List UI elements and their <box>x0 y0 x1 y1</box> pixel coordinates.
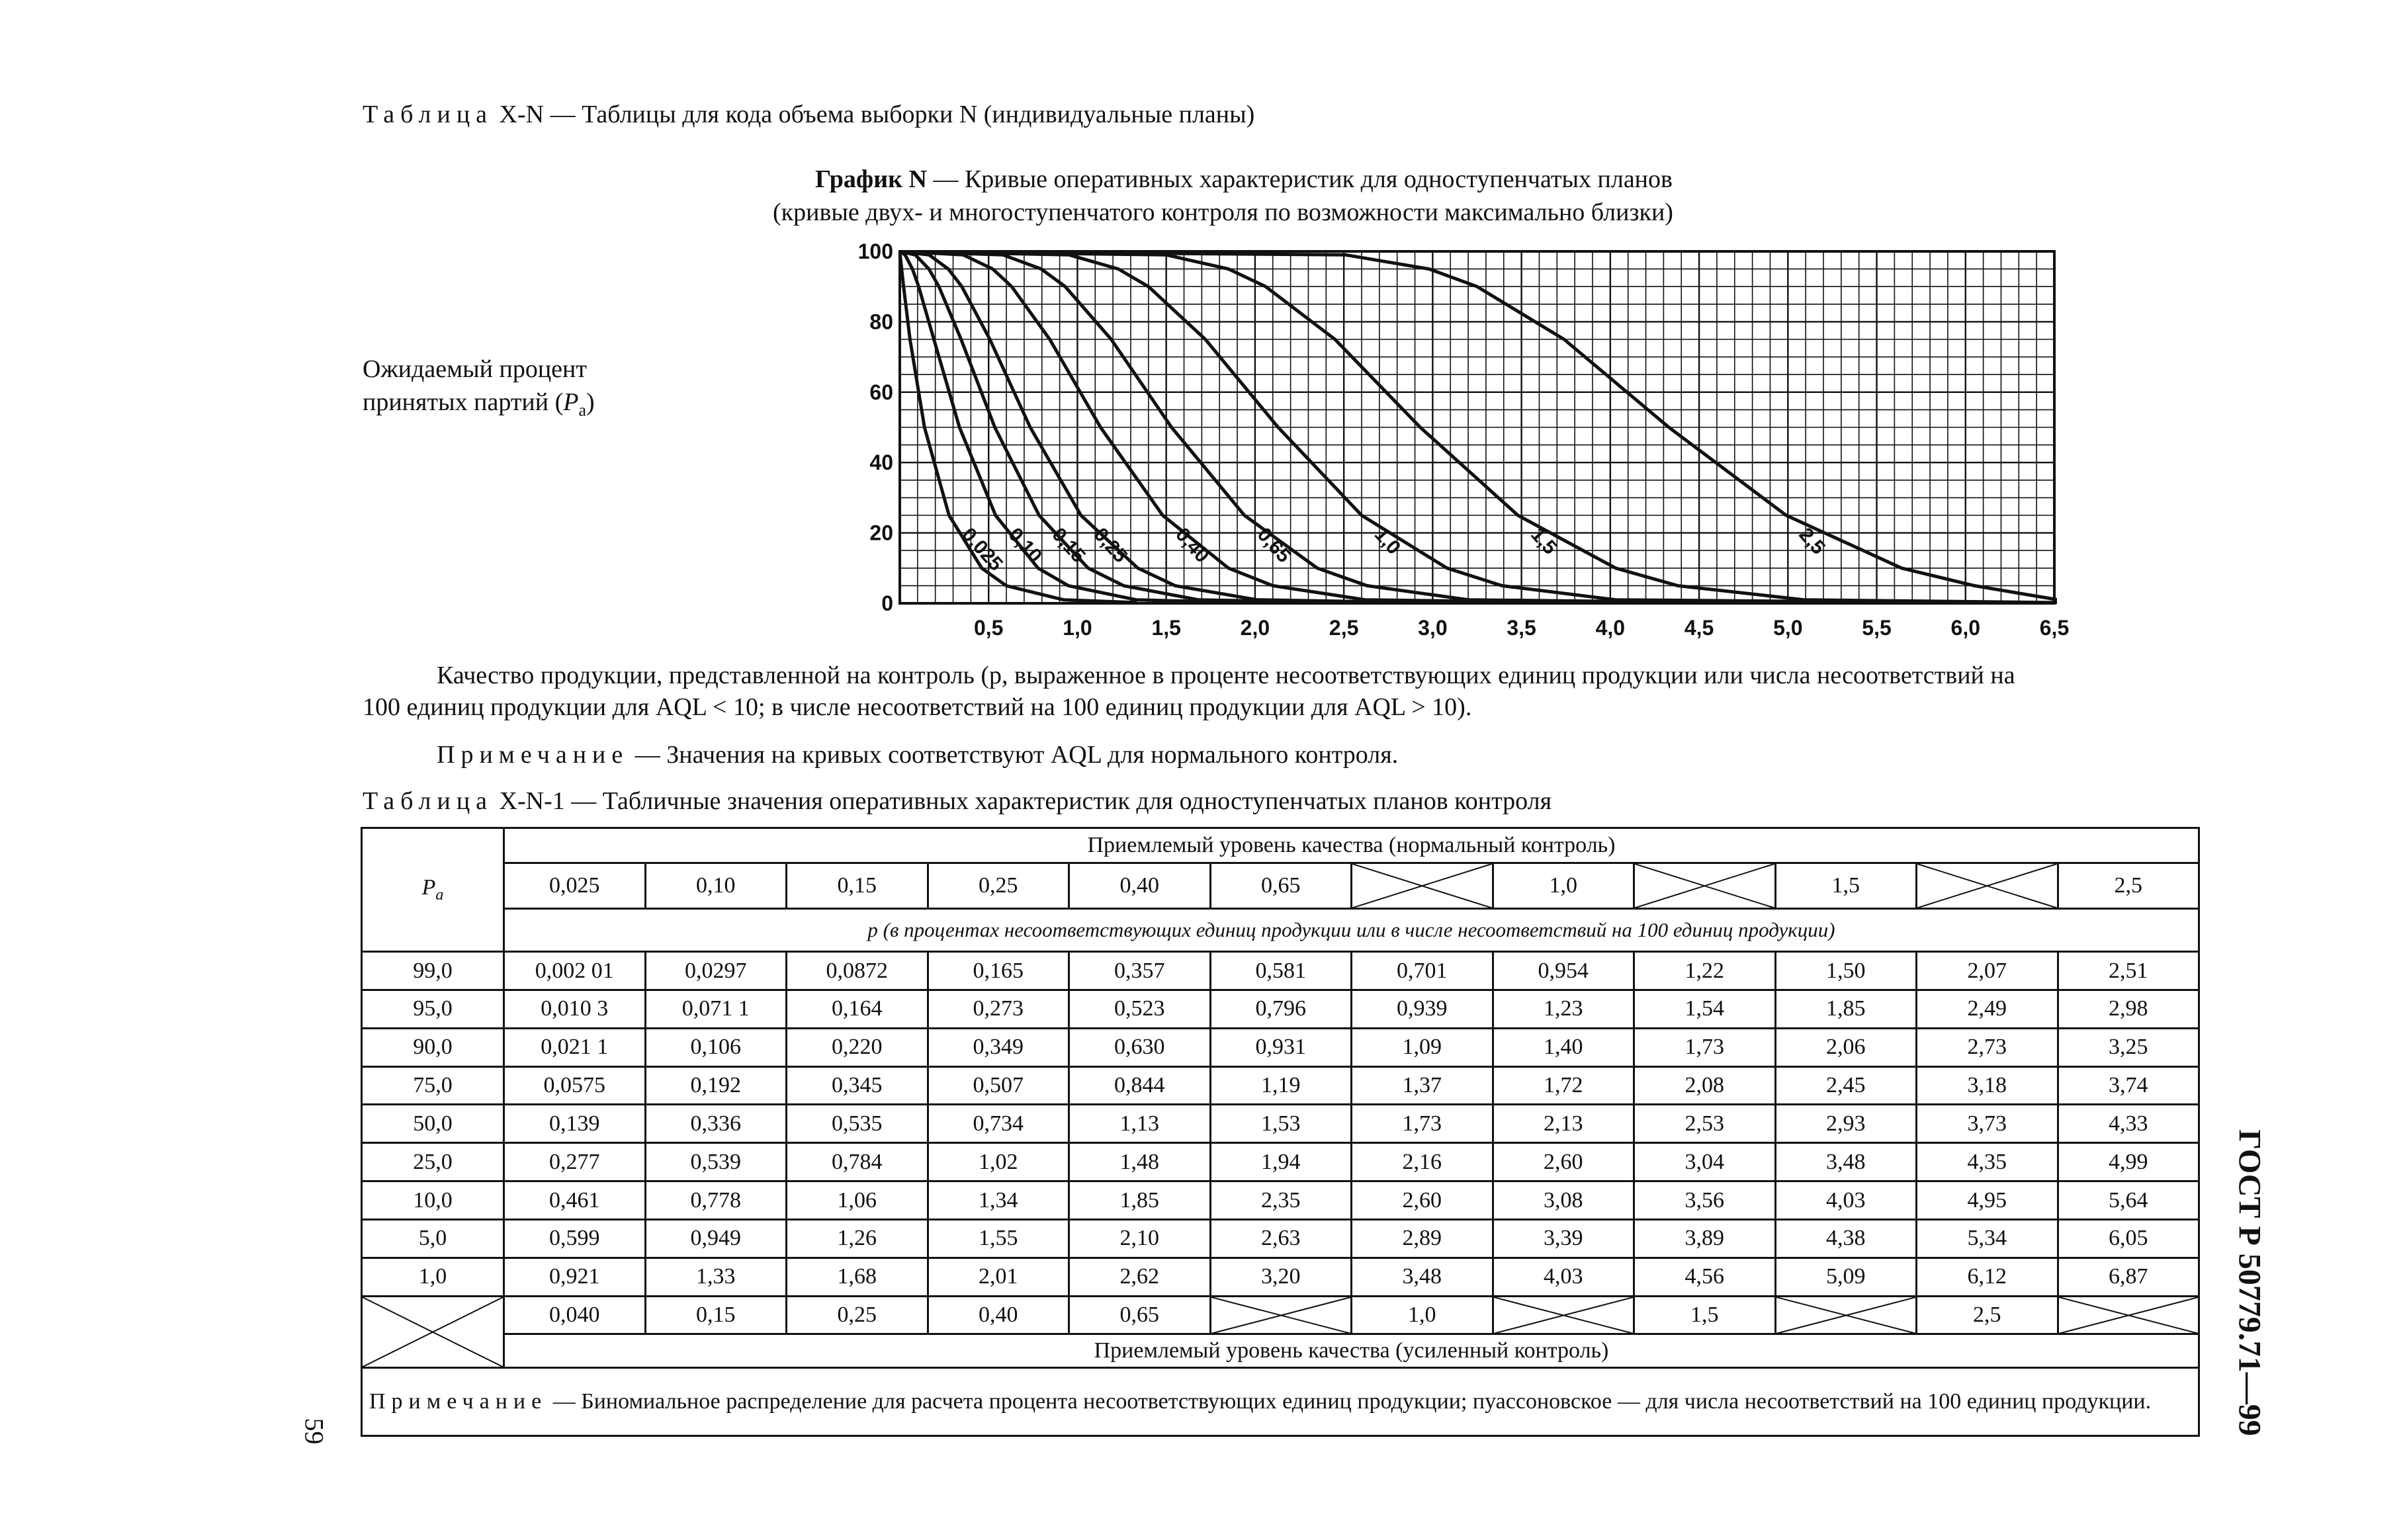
document-code: ГОСТ Р 50779.71—99 <box>2232 1129 2267 1436</box>
y-tick-label: 80 <box>869 310 893 334</box>
table-cell: 0,539 <box>645 1143 787 1181</box>
y-tick-label: 60 <box>869 380 893 404</box>
aql-normal-row <box>362 863 2199 908</box>
table-cell: 1,73 <box>1352 1105 1493 1143</box>
table-cell: 1,53 <box>1210 1105 1352 1143</box>
table-cell: 2,89 <box>1352 1219 1493 1258</box>
tightened-header-row <box>362 1334 2199 1367</box>
table-cell: 2,73 <box>1917 1028 2058 1066</box>
table-cell: 2,10 <box>1069 1219 1211 1258</box>
table-cell: 3,48 <box>1775 1143 1917 1181</box>
table-cell: 1,37 <box>1352 1066 1493 1105</box>
table-cell: 1,26 <box>787 1219 928 1258</box>
chart-note <box>437 740 1398 770</box>
table-cell: 3,04 <box>1634 1143 1776 1181</box>
table-cell: 0,949 <box>645 1219 787 1258</box>
table-cell: 1,85 <box>1775 990 1917 1028</box>
x-tick-label: 5,0 <box>1773 616 1803 640</box>
crossed-cell <box>1775 1296 1917 1334</box>
table-caption <box>363 786 1552 816</box>
table-cell: 0,507 <box>928 1066 1069 1105</box>
table-cell: 0,461 <box>504 1181 646 1220</box>
table-cell: 1,06 <box>787 1181 928 1220</box>
x-tick-label: 5,5 <box>1862 616 1892 640</box>
table-cell: 0,164 <box>787 990 928 1028</box>
table-cell: 1,22 <box>1634 952 1776 990</box>
table-cell: 5,34 <box>1917 1219 2058 1258</box>
aql-normal-value: 0,15 <box>787 863 928 908</box>
table-cell: 1,73 <box>1634 1028 1776 1066</box>
table-caption-text: X-N-1 — Табличные значения оперативных характеристик для одноступенчатых планов контроля <box>499 787 1552 815</box>
table-cell: 6,05 <box>2058 1219 2199 1258</box>
table-note-label: Примечание <box>369 1389 548 1414</box>
table-cell: 0,277 <box>504 1143 646 1181</box>
normal-control-header: Приемлемый уровень качества (нормальный контроль) <box>504 828 2199 863</box>
tightened-control-header: Приемлемый уровень качества (усиленный контроль) <box>504 1334 2199 1367</box>
curve-label: 0,40 <box>1171 523 1213 568</box>
table-cell: 0,599 <box>504 1219 646 1258</box>
table-cell: 4,03 <box>1493 1258 1634 1296</box>
table-cell: 2,06 <box>1775 1028 1917 1066</box>
table-cell: 2,13 <box>1493 1105 1634 1143</box>
table-row <box>362 1066 2199 1105</box>
table-cell: 0,796 <box>1210 990 1352 1028</box>
crossed-cell <box>2058 1296 2199 1334</box>
table-cell: 3,25 <box>2058 1028 2199 1066</box>
aql-normal-value: 1,5 <box>1775 863 1917 908</box>
x-tick-label: 3,5 <box>1507 616 1536 640</box>
aql-normal-value: 0,025 <box>504 863 646 908</box>
curve-label: 1,0 <box>1370 523 1405 559</box>
table-cell: 3,48 <box>1352 1258 1493 1296</box>
curve-label: 0,025 <box>957 523 1007 576</box>
table-cell: 3,08 <box>1493 1181 1634 1220</box>
table-cell: 0,192 <box>645 1066 787 1105</box>
table-cell: 0,954 <box>1493 952 1634 990</box>
pa-value: 90,0 <box>362 1028 504 1066</box>
aql-tightened-value: 0,040 <box>504 1296 646 1334</box>
aql-tightened-value: 1,5 <box>1634 1296 1776 1334</box>
table-cell: 0,349 <box>928 1028 1069 1066</box>
curve-label: 0,25 <box>1089 523 1132 568</box>
curve-label: 0,65 <box>1252 523 1295 568</box>
pa-value: 95,0 <box>362 990 504 1028</box>
y-tick-label: 40 <box>869 450 893 475</box>
table-cell: 4,99 <box>2058 1143 2199 1181</box>
table-row <box>362 1143 2199 1181</box>
table-cell: 0,357 <box>1069 952 1211 990</box>
x-tick-label: 6,0 <box>1950 616 1981 640</box>
table-cell: 1,55 <box>928 1219 1069 1258</box>
table-cell: 2,60 <box>1493 1143 1634 1181</box>
aql-normal-value: 2,5 <box>2058 863 2199 908</box>
oc-chart <box>847 238 2084 648</box>
crossed-cell <box>1493 1296 1634 1334</box>
x-tick-label: 4,5 <box>1684 616 1714 640</box>
quality-text-line1: Качество продукции, представленной на контроль (p, выраженное в проценте несоответствующих единиц продукции или числа несоответствий на <box>437 662 2015 689</box>
table-cell: 1,23 <box>1493 990 1634 1028</box>
pa-label: P <box>421 875 436 900</box>
table-cell: 1,09 <box>1352 1028 1493 1066</box>
table-cell: 1,02 <box>928 1143 1069 1181</box>
aql-tightened-value: 0,40 <box>928 1296 1069 1334</box>
crossed-cell <box>1634 863 1776 908</box>
pa-value: 10,0 <box>362 1181 504 1220</box>
table-cell: 3,39 <box>1493 1219 1634 1258</box>
pa-header <box>362 828 504 952</box>
table-cell: 4,33 <box>2058 1105 2199 1143</box>
table-note <box>362 1367 2199 1435</box>
table-cell: 1,50 <box>1775 952 1917 990</box>
table-cell: 2,07 <box>1917 952 2058 990</box>
quality-text-line2: 100 единиц продукции для AQL < 10; в числе несоответствий на 100 единиц продукции для AQL > 10). <box>363 693 1472 721</box>
table-cell: 1,34 <box>928 1181 1069 1220</box>
pa-value: 50,0 <box>362 1105 504 1143</box>
table-cell: 2,49 <box>1917 990 2058 1028</box>
x-tick-label: 2,0 <box>1240 616 1270 640</box>
table-cell: 2,98 <box>2058 990 2199 1028</box>
y-tick-label: 20 <box>869 521 893 545</box>
aql-normal-value: 0,25 <box>928 863 1069 908</box>
crossed-cell <box>1210 1296 1352 1334</box>
aql-tightened-value: 0,25 <box>787 1296 928 1334</box>
table-cell: 2,93 <box>1775 1105 1917 1143</box>
x-tick-label: 1,5 <box>1151 616 1181 640</box>
x-tick-label: 2,5 <box>1329 616 1359 640</box>
table-cell: 0,0872 <box>787 952 928 990</box>
table-note-row <box>362 1367 2199 1435</box>
table-cell: 1,48 <box>1069 1143 1211 1181</box>
aql-normal-value: 1,0 <box>1493 863 1634 908</box>
table-cell: 0,336 <box>645 1105 787 1143</box>
table-cell: 4,95 <box>1917 1181 2058 1220</box>
y-axis-label-post: ) <box>586 388 595 416</box>
curve-label: 0,10 <box>1004 523 1047 568</box>
p-header-row <box>362 908 2199 951</box>
table-cell: 0,106 <box>645 1028 787 1066</box>
table-cell: 0,010 3 <box>504 990 646 1028</box>
chart-caption-rest: — Кривые оперативных характеристик для одноступенчатых планов <box>926 165 1673 193</box>
y-axis-label-var: P <box>563 388 579 416</box>
table-cell: 6,87 <box>2058 1258 2199 1296</box>
table-cell: 2,01 <box>928 1258 1069 1296</box>
table-cell: 0,139 <box>504 1105 646 1143</box>
table-row <box>362 1028 2199 1066</box>
table-cell: 1,33 <box>645 1258 787 1296</box>
table-cell: 1,19 <box>1210 1066 1352 1105</box>
table-cell: 0,630 <box>1069 1028 1211 1066</box>
y-tick-label: 0 <box>881 591 893 615</box>
table-cell: 1,13 <box>1069 1105 1211 1143</box>
curve-label: 1,5 <box>1526 523 1561 559</box>
x-tick-label: 1,0 <box>1063 616 1092 640</box>
oc-table <box>361 827 2200 1437</box>
table-title: X-N — Таблицы для кода объема выборки N (индивидуальные планы) <box>499 101 1255 128</box>
table-cell: 2,51 <box>2058 952 2199 990</box>
table-cell: 2,63 <box>1210 1219 1352 1258</box>
table-cell: 5,09 <box>1775 1258 1917 1296</box>
pa-sub: a <box>435 886 444 904</box>
table-cell: 4,38 <box>1775 1219 1917 1258</box>
chart-caption-line2: (кривые двух- и многоступенчатого контроля по возможности максимально близки) <box>773 198 1673 226</box>
y-axis-label-pre: принятых партий ( <box>363 388 564 416</box>
table-note-text: — Биномиальное распределение для расчета процента несоответствующих единиц продукции; пуассоновское — для числа несоответствий на 100 единиц продукции. <box>547 1389 2152 1414</box>
table-cell: 0,535 <box>787 1105 928 1143</box>
page-number: 59 <box>299 1418 329 1445</box>
crossed-cell <box>1352 863 1493 908</box>
table-cell: 4,56 <box>1634 1258 1776 1296</box>
table-cell: 0,021 1 <box>504 1028 646 1066</box>
y-axis-label-sub: a <box>578 400 587 420</box>
aql-tightened-value: 0,15 <box>645 1296 787 1334</box>
y-tick-label: 100 <box>857 239 893 263</box>
table-cell: 6,12 <box>1917 1258 2058 1296</box>
table-cell: 2,53 <box>1634 1105 1776 1143</box>
aql-normal-value: 0,65 <box>1210 863 1352 908</box>
table-cell: 0,071 1 <box>645 990 787 1028</box>
chart-note-label: Примечание <box>437 741 629 769</box>
table-cell: 3,73 <box>1917 1105 2058 1143</box>
aql-tightened-value: 0,65 <box>1069 1296 1211 1334</box>
aql-tightened-value: 2,5 <box>1917 1296 2058 1334</box>
table-cell: 4,03 <box>1775 1181 1917 1220</box>
table-cell: 0,939 <box>1352 990 1493 1028</box>
table-cell: 0,273 <box>928 990 1069 1028</box>
table-row <box>362 990 2199 1028</box>
table-cell: 3,74 <box>2058 1066 2199 1105</box>
table-cell: 1,85 <box>1069 1181 1211 1220</box>
table-cell: 3,89 <box>1634 1219 1776 1258</box>
crossed-cell <box>362 1296 504 1367</box>
table-cell: 5,64 <box>2058 1181 2199 1220</box>
table-cell: 0,844 <box>1069 1066 1211 1105</box>
pa-value: 1,0 <box>362 1258 504 1296</box>
table-cell: 2,45 <box>1775 1066 1917 1105</box>
table-cell: 2,08 <box>1634 1066 1776 1105</box>
table-cell: 2,60 <box>1352 1181 1493 1220</box>
y-axis-label-line2 <box>363 387 595 426</box>
table-word: Таблица <box>363 101 494 128</box>
aql-tightened-row <box>362 1296 2199 1334</box>
table-cell: 3,18 <box>1917 1066 2058 1105</box>
x-tick-label: 3,0 <box>1418 616 1448 640</box>
table-cell: 0,345 <box>787 1066 928 1105</box>
table-cell: 0,734 <box>928 1105 1069 1143</box>
table-cell: 3,20 <box>1210 1258 1352 1296</box>
header-row-normal <box>362 828 2199 863</box>
table-cell: 0,581 <box>1210 952 1352 990</box>
table-cell: 3,56 <box>1634 1181 1776 1220</box>
table-row <box>362 1258 2199 1296</box>
table-cell: 2,35 <box>1210 1181 1352 1220</box>
x-tick-label: 6,5 <box>2039 616 2070 640</box>
aql-tightened-value: 1,0 <box>1352 1296 1493 1334</box>
table-cell: 0,784 <box>787 1143 928 1181</box>
chart-caption-line1 <box>815 164 1673 194</box>
chart-caption-bold: График N <box>815 165 927 193</box>
table-cell: 0,165 <box>928 952 1069 990</box>
x-tick-label: 0,5 <box>973 616 1004 640</box>
table-cell: 0,002 01 <box>504 952 646 990</box>
pa-value: 5,0 <box>362 1219 504 1258</box>
y-axis-label-line1: Ожидаемый процент <box>363 355 587 383</box>
table-cell: 0,0575 <box>504 1066 646 1105</box>
table-row <box>362 1105 2199 1143</box>
aql-normal-value: 0,10 <box>645 863 787 908</box>
crossed-cell <box>1917 863 2058 908</box>
table-cell: 0,0297 <box>645 952 787 990</box>
pa-value: 99,0 <box>362 952 504 990</box>
table-cell: 1,54 <box>1634 990 1776 1028</box>
curve-label: 0,15 <box>1047 523 1090 568</box>
table-cell: 1,40 <box>1493 1028 1634 1066</box>
pa-value: 75,0 <box>362 1066 504 1105</box>
table-row <box>362 1181 2199 1220</box>
table-cell: 1,68 <box>787 1258 928 1296</box>
table-cell: 0,220 <box>787 1028 928 1066</box>
table-row <box>362 1219 2199 1258</box>
table-cell: 1,72 <box>1493 1066 1634 1105</box>
pa-value: 25,0 <box>362 1143 504 1181</box>
p-header: p (в процентах несоответствующих единиц продукции или в числе несоответствий на 100 единиц продукции) <box>504 908 2199 951</box>
table-cell: 2,62 <box>1069 1258 1211 1296</box>
table-caption-label: Таблица <box>363 787 494 815</box>
table-cell: 1,94 <box>1210 1143 1352 1181</box>
table-cell: 4,35 <box>1917 1143 2058 1181</box>
table-cell: 2,16 <box>1352 1143 1493 1181</box>
table-cell: 0,921 <box>504 1258 646 1296</box>
curve-label: 2,5 <box>1794 523 1829 559</box>
aql-normal-value: 0,40 <box>1069 863 1211 908</box>
table-cell: 0,523 <box>1069 990 1211 1028</box>
table-cell: 0,931 <box>1210 1028 1352 1066</box>
table-cell: 0,701 <box>1352 952 1493 990</box>
x-tick-label: 4,0 <box>1595 616 1626 640</box>
table-heading <box>363 99 1254 130</box>
chart-note-text: — Значения на кривых соответствуют AQL для нормального контроля. <box>629 741 1399 769</box>
table-row <box>362 952 2199 990</box>
table-cell: 0,778 <box>645 1181 787 1220</box>
